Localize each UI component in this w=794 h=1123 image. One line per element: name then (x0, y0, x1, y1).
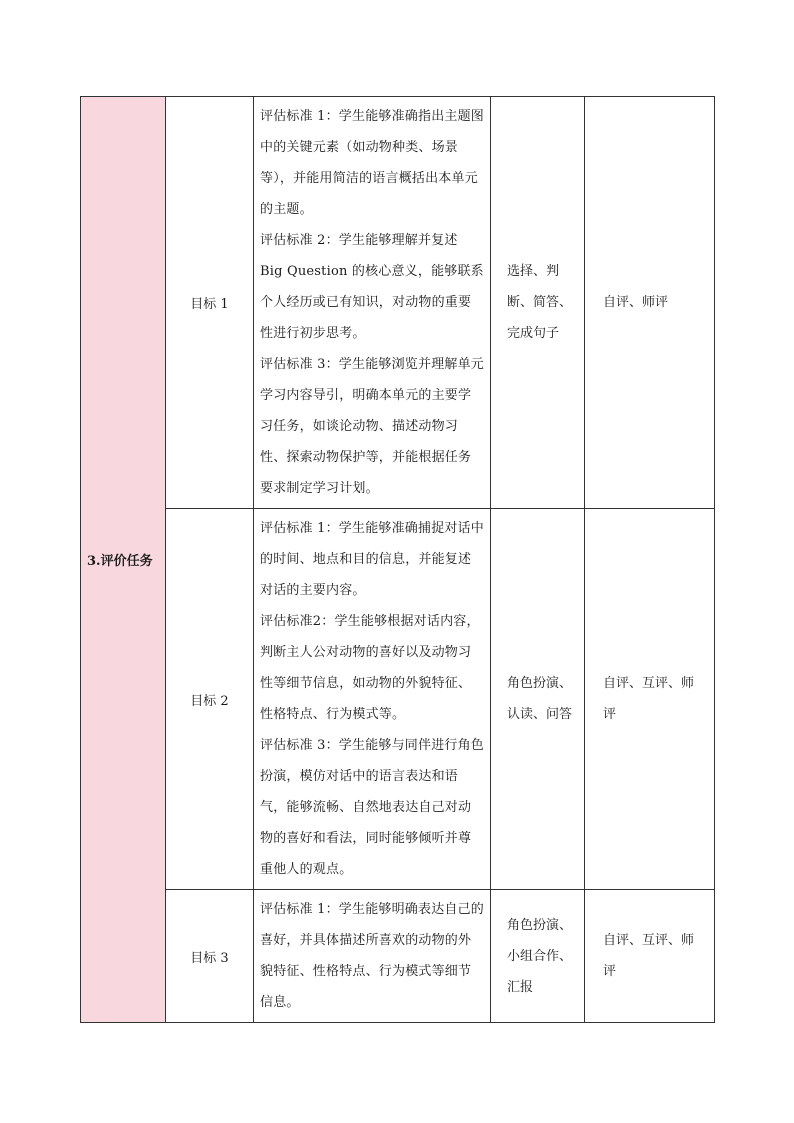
criterion-text: 评估标准 2：学生能够理解并复述 Big Question 的核心意义，能够联系个人经历或已有知识，对动物的重要性进行初步思考。 (260, 233, 484, 341)
criterion-text: 评估标准 3：学生能够与同伴进行角色扮演，模仿对话中的语言表达和语气，能够流畅、自然地表达自己对动物的喜好和看法，同时能够倾听并尊重他人的观点。 (260, 738, 485, 877)
criteria-cell (254, 509, 491, 890)
criterion-text: 评估标准2：学生能够根据对话内容，判断主人公对动物的喜好以及动物习性等细节信息，如动物的外貌特征、性格特点、行为模式等。 (260, 614, 480, 722)
table-row (81, 509, 715, 890)
criteria-cell (254, 890, 491, 1023)
criteria-cell (254, 97, 491, 509)
criterion-text: 评估标准 1：学生能够明确表达自己的喜好，并具体描述所喜欢的动物的外貌特征、性格特点、行为模式等细节信息。 (260, 902, 485, 1010)
assessment-method: 选择、判断、简答、完成句子 (491, 97, 585, 509)
section-label: 3.评价任务 (81, 97, 166, 1023)
criterion-text: 评估标准 1：学生能够准确指出主题图中的关键元素（如动物种类、场景等），并能用简洁的语言概括出本单元的主题。 (260, 109, 485, 217)
goal-label: 目标 2 (166, 509, 254, 890)
table-row (81, 97, 715, 509)
table-row (81, 890, 715, 1023)
evaluation-mode: 自评、互评、师评 (585, 890, 715, 1023)
criterion-text: 评估标准 3：学生能够浏览并理解单元学习内容导引，明确本单元的主要学习任务，如谈论动物、描述动物习性、探索动物保护等，并能根据任务要求制定学习计划。 (260, 357, 485, 496)
criterion-text: 评估标准 1：学生能够准确捕捉对话中的时间、地点和目的信息，并能复述对话的主要内容。 (260, 521, 485, 598)
assessment-method: 角色扮演、认读、问答 (491, 509, 585, 890)
goal-label: 目标 3 (166, 890, 254, 1023)
evaluation-task-table (80, 96, 715, 1023)
evaluation-mode: 自评、互评、师评 (585, 509, 715, 890)
goal-label: 目标 1 (166, 97, 254, 509)
assessment-method: 角色扮演、小组合作、汇报 (491, 890, 585, 1023)
evaluation-mode: 自评、师评 (585, 97, 715, 509)
